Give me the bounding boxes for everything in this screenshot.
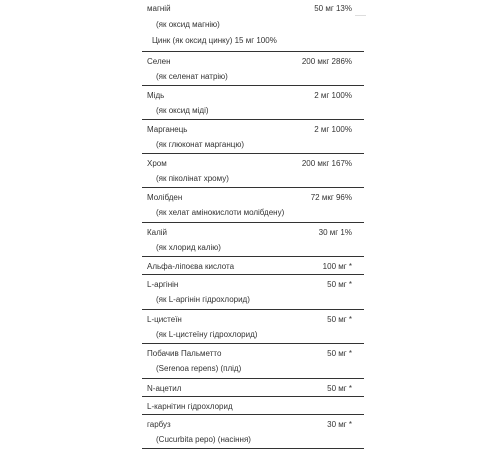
nutrient-amount: 50 мг 13% bbox=[314, 3, 352, 13]
table-row bbox=[142, 311, 364, 344]
nutrient-detail: (як хлорид калію) bbox=[156, 243, 221, 252]
table-row bbox=[142, 345, 364, 379]
nutrient-detail: (як оксид магнію) bbox=[156, 20, 220, 29]
table-row bbox=[142, 258, 364, 275]
nutrient-amount: 200 мкг 167% bbox=[301, 158, 352, 168]
table-row bbox=[142, 398, 364, 415]
nutrient-amount: 50 мг * bbox=[327, 314, 352, 324]
nutrient-detail: (як глюконат марганцю) bbox=[156, 140, 244, 149]
nutrient-amount: 50 мг * bbox=[327, 383, 352, 393]
nutrient-name: Альфа-ліпоєва кислота bbox=[147, 261, 235, 271]
table-row bbox=[142, 189, 364, 223]
nutrient-amount: 50 мг * bbox=[327, 279, 352, 289]
nutrient-amount: 30 мг 1% bbox=[318, 227, 352, 237]
table-row bbox=[142, 276, 364, 310]
nutrient-name: Селен bbox=[147, 56, 171, 66]
table-row bbox=[142, 87, 364, 120]
nutrient-amount: 2 мг 100% bbox=[314, 124, 352, 134]
nutrient-name: Побачив Пальметто bbox=[147, 348, 222, 358]
nutrient-amount: 100 мг * bbox=[322, 261, 352, 271]
nutrient-amount: 50 мг * bbox=[327, 348, 352, 358]
nutrient-name: Марганець bbox=[147, 124, 188, 134]
nutrient-amount: 72 мкг 96% bbox=[310, 192, 352, 202]
nutrient-detail: (Cucurbita pepo) (насіння) bbox=[156, 435, 251, 444]
nutrient-name: L-цистеїн bbox=[147, 314, 182, 324]
table-row bbox=[142, 380, 364, 397]
nutrient-amount: 2 мг 100% bbox=[314, 90, 352, 100]
table-row bbox=[142, 416, 364, 449]
nutrient-name: L-карнітин гідрохлорид bbox=[147, 401, 233, 411]
nutrient-name: магній bbox=[147, 3, 171, 13]
table-row bbox=[142, 155, 364, 188]
nutrient-name: Калій bbox=[147, 227, 168, 237]
nutrient-name: Мідь bbox=[147, 90, 165, 100]
nutrient-name: N-ацетил bbox=[147, 383, 182, 393]
nutrient-amount: 200 мкг 286% bbox=[301, 56, 352, 66]
table-row bbox=[142, 121, 364, 154]
supplement-facts-table bbox=[142, 0, 364, 449]
nutrient-name: гарбуз bbox=[147, 419, 171, 429]
nutrient-amount: 30 мг * bbox=[327, 419, 352, 429]
nutrient-name: L-аргінін bbox=[147, 279, 179, 289]
table-row bbox=[142, 224, 364, 257]
nutrient-name: Молібден bbox=[147, 192, 183, 202]
nutrient-name: Хром bbox=[147, 158, 167, 168]
nutrient-detail: (як L-цистеїну гідрохлорид) bbox=[156, 330, 258, 339]
nutrient-detail: (Serenoa repens) (плід) bbox=[156, 364, 242, 373]
nutrient-detail: (як L-аргінін гідрохлорид) bbox=[156, 295, 250, 304]
table-row bbox=[142, 53, 364, 86]
nutrient-detail: (як оксид міді) bbox=[156, 106, 209, 115]
nutrient-detail: (як хелат амінокислоти молібдену) bbox=[156, 208, 285, 217]
nutrient-detail: (як селенат натрію) bbox=[156, 72, 228, 81]
nutrient-detail: Цинк (як оксид цинку) 15 мг 100% bbox=[152, 36, 277, 45]
nutrient-detail: (як піколінат хрому) bbox=[156, 174, 229, 183]
table-row bbox=[142, 0, 364, 52]
